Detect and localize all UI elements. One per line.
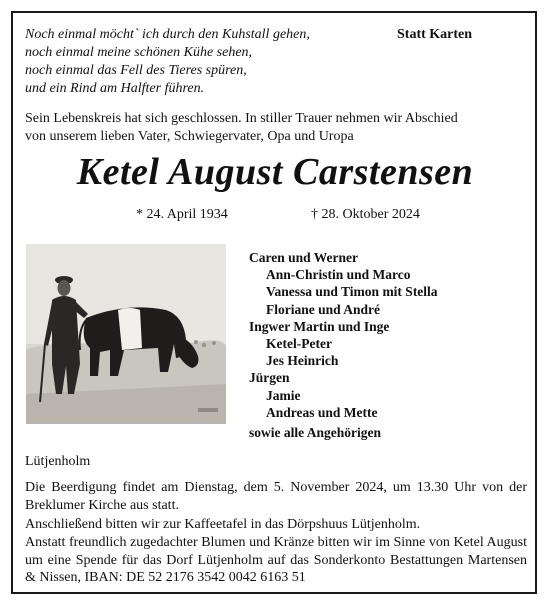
intro-line: Sein Lebenskreis hat sich geschlossen. In stiller Trauer nehmen wir Abschied [25,111,458,126]
family-member: Vanessa und Timon mit Stella [266,284,438,300]
coffee-info: Anschließend bitten wir zur Kaffeetafel in das Dörpshuus Lütjenholm. [25,517,421,532]
poem-line: und ein Rind am Halfter führen. [25,81,205,96]
poem-line: noch einmal das Fell des Tieres spüren, [25,63,247,78]
photo-man-with-cow [26,244,226,424]
family-member: Jürgen [249,370,290,386]
deceased-name: Ketel August Carstensen [76,151,474,193]
family-member: Ann-Christin und Marco [266,267,411,283]
funeral-info: Die Beerdigung findet am Dienstag, dem 5. November 2024, um 13.30 Uhr von der Breklumer Kirche aus statt. [25,480,527,513]
poem-line: Noch einmal möcht` ich durch den Kuhstall gehen, [25,27,310,42]
family-member: Caren und Werner [249,250,359,265]
poem [25,26,310,98]
intro-line: von unserem lieben Vater, Schwiegervater, Opa und Uropa [25,128,354,144]
family-list [249,249,438,441]
family-member: Ketel-Peter [266,336,332,352]
statt-karten-label: Statt Karten [397,27,473,42]
death-date: † 28. Oktober 2024 [311,207,420,222]
birth-date: * 24. April 1934 [136,207,228,222]
family-member: Floriane und André [266,301,381,317]
family-member: Jes Heinrich [266,353,339,369]
donation-info: Anstatt freundlich zugedachter Blumen und Kränze bitten wir im Sinne von Ketel August um eine Spende für das Dorf Lütjenholm auf das Sonderkonto Bestattungen Martensen & Nissen, IBAN: DE 52 2176 3542 0042 6163 51 [25,535,527,585]
intro-text [25,110,458,145]
family-member: Jamie [266,387,301,403]
place-name: Lütjenholm [25,454,91,469]
family-member: sowie alle Angehörigen [249,425,381,441]
family-member: Andreas und Mette [266,404,378,420]
poem-line: noch einmal meine schönen Kühe sehen, [25,45,253,60]
family-member: Ingwer Martin und Inge [249,318,390,334]
